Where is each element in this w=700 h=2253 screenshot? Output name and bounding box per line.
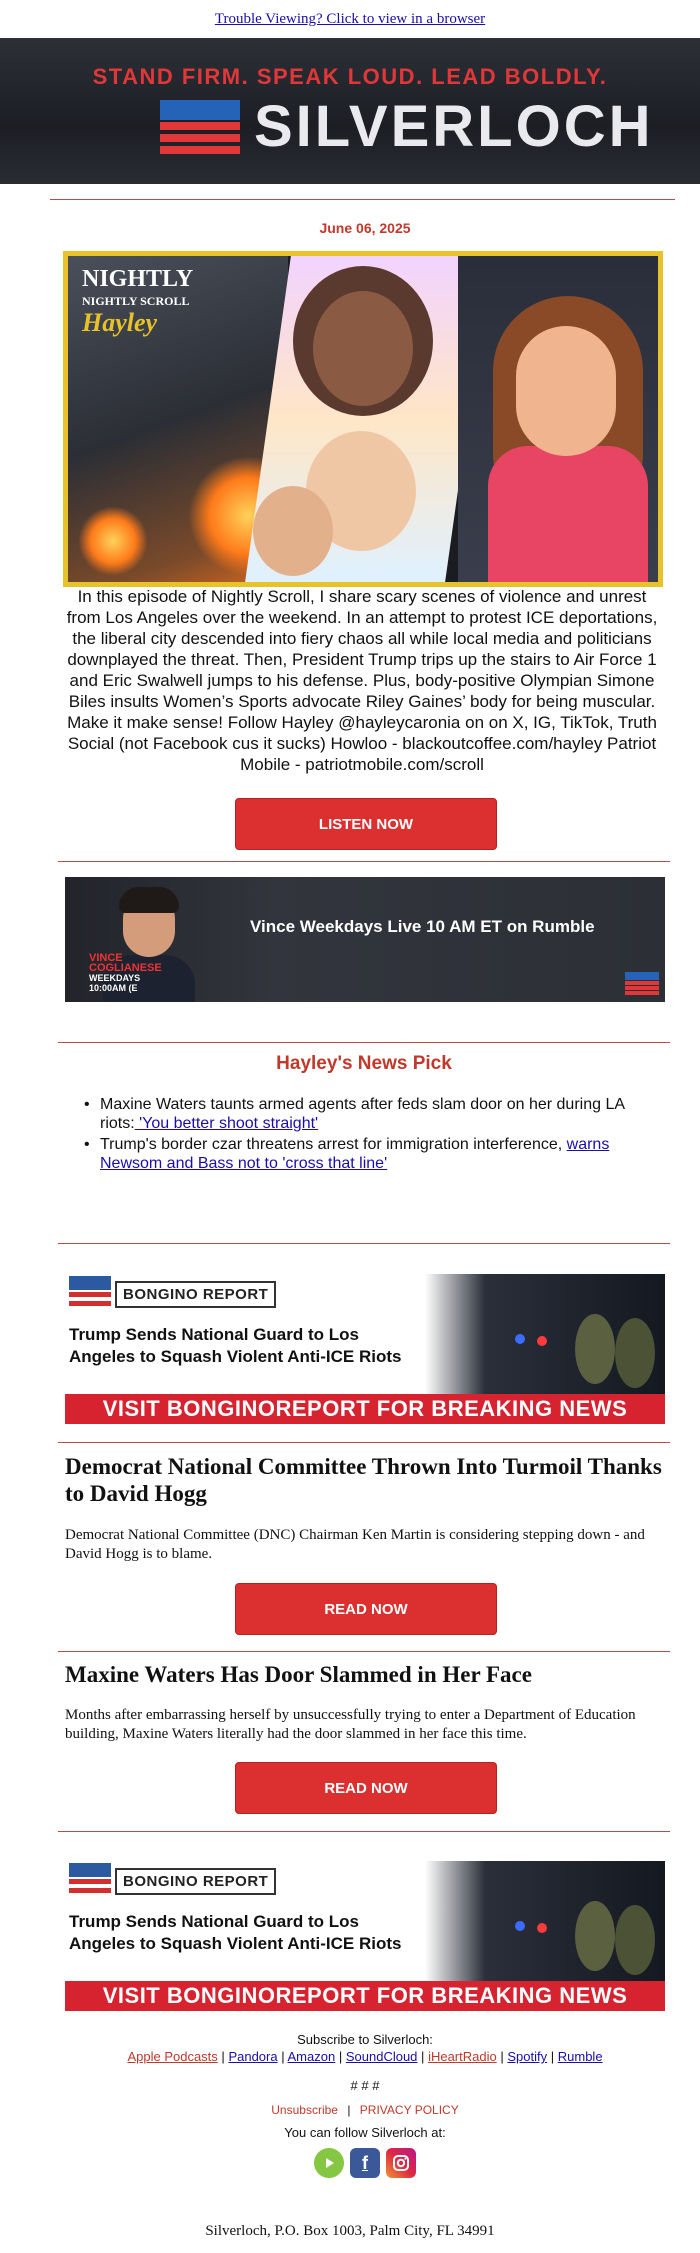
read-now-button[interactable]: READ NOW bbox=[235, 1762, 497, 1814]
divider bbox=[58, 1831, 670, 1832]
hero-tagline: STAND FIRM. SPEAK LOUD. LEAD BOLDLY. bbox=[92, 64, 608, 89]
episode-description: In this episode of Nightly Scroll, I share scary scenes of violence and unrest from Los Angeles over the weekend. In an attempt to protest ICE deportations, the liberal city descended into fiery chaos all while local media and politicians downplayed the threat. Then, President Trump trips up the stairs to Air Force 1 and Eric Swalwell jumps to his defense. Plus, body-positive Olympian Simone Biles insults Women’s Sports advocate Riley Gaines’ body for being muscular. Make it make sense! Follow Hayley @hayleycaronia on on X, IG, TikTok, Truth Social (not Facebook cus it sucks) Howloo - blackoutcoffee.com/hayley Patriot Mobile - patriotmobile.com/scroll bbox=[66, 587, 658, 774]
divider bbox=[58, 861, 670, 862]
rumble-icon[interactable] bbox=[314, 2148, 344, 2178]
privacy-policy-link[interactable]: PRIVACY POLICY bbox=[359, 2103, 459, 2117]
view-in-browser-bar bbox=[0, 0, 700, 38]
host-face bbox=[516, 326, 616, 456]
brand-name: SILVERLOCH bbox=[254, 94, 654, 159]
flag-icon bbox=[69, 1863, 111, 1899]
politician-face bbox=[253, 486, 333, 576]
social-icons bbox=[314, 2148, 416, 2178]
legal-links: Unsubscribe | PRIVACY POLICY bbox=[271, 2103, 459, 2117]
flag-icon bbox=[69, 1276, 111, 1312]
list-item: • Trump's border czar threatens arrest for immigration interference, warns Newsom and Bass not to 'cross that line' bbox=[100, 1135, 660, 1173]
article-body: Democrat National Committee (DNC) Chairman Ken Martin is considering stepping down - and David Hogg is to blame. bbox=[65, 1527, 645, 1562]
rumble-link[interactable]: Rumble bbox=[557, 2049, 603, 2064]
bongino-logo: BONGINO REPORT bbox=[69, 1276, 276, 1312]
riot-photo bbox=[425, 1274, 665, 1394]
spotify-link[interactable]: Spotify bbox=[507, 2049, 548, 2064]
bongino-headline: Trump Sends National Guard to Los Angeles to Squash Violent Anti-ICE Riots bbox=[69, 1325, 402, 1366]
pandora-link[interactable]: Pandora bbox=[228, 2049, 278, 2064]
news-pick-link[interactable]: 'You better shoot straight' bbox=[134, 1115, 319, 1132]
bongino-logo: BONGINO REPORT bbox=[69, 1863, 276, 1899]
view-in-browser-link[interactable]: Trouble Viewing? Click to view in a browser bbox=[214, 11, 486, 27]
episode-date: June 06, 2025 bbox=[319, 220, 411, 236]
show-title: NIGHTLY NIGHTLY SCROLL Hayley bbox=[82, 266, 194, 337]
apple-podcasts-link[interactable]: Apple Podcasts bbox=[127, 2049, 218, 2064]
listen-now-button[interactable]: LISTEN NOW bbox=[235, 798, 497, 850]
facebook-icon[interactable]: f bbox=[350, 2148, 380, 2178]
article-body: Months after embarrassing herself by unsuccessfully trying to enter a Department of Education building, Maxine Waters literally had the door slammed in her face this time. bbox=[65, 1707, 636, 1742]
episode-thumbnail[interactable] bbox=[63, 251, 663, 587]
politician-face bbox=[313, 291, 413, 406]
footer bbox=[60, 2032, 670, 2178]
platform-links: Apple Podcasts | Pandora | Amazon | SoundCloud | iHeartRadio | Spotify | Rumble bbox=[127, 2049, 603, 2064]
bongino-report-banner[interactable] bbox=[65, 1274, 665, 1424]
bongino-cta-bar: VISIT BONGINOREPORT FOR BREAKING NEWS bbox=[65, 1394, 665, 1424]
list-item: • Maxine Waters taunts armed agents after feds slam door on her during LA riots: 'You better shoot straight' bbox=[100, 1095, 660, 1133]
flag-icon bbox=[625, 972, 659, 994]
flag-icon bbox=[160, 100, 240, 154]
divider bbox=[58, 1243, 670, 1244]
amazon-link[interactable]: Amazon bbox=[287, 2049, 336, 2064]
soundcloud-link[interactable]: SoundCloud bbox=[345, 2049, 418, 2064]
host-name-label: VINCE COGLIANESE WEEKDAYS 10:00AM (E bbox=[89, 952, 162, 993]
divider bbox=[58, 1651, 670, 1652]
news-pick-link[interactable]: warns Newsom and Bass not to 'cross that line' bbox=[100, 1136, 610, 1172]
unsubscribe-link[interactable]: Unsubscribe bbox=[271, 2103, 338, 2117]
bongino-cta-bar: VISIT BONGINOREPORT FOR BREAKING NEWS bbox=[65, 1981, 665, 2011]
mailing-address: Silverloch, P.O. Box 1003, Palm City, FL 34991 bbox=[205, 2223, 495, 2239]
iheartradio-link[interactable]: iHeartRadio bbox=[428, 2049, 497, 2064]
rumble-banner[interactable] bbox=[65, 877, 665, 1002]
news-pick-heading: Hayley's News Pick bbox=[276, 1053, 452, 1074]
bongino-report-banner[interactable] bbox=[65, 1861, 665, 2011]
divider bbox=[58, 1442, 670, 1443]
instagram-icon[interactable] bbox=[386, 2148, 416, 2178]
news-pick-list bbox=[100, 1095, 660, 1175]
rumble-title: Vince Weekdays Live 10 AM ET on Rumble bbox=[250, 917, 595, 936]
brand-logo bbox=[160, 96, 654, 158]
read-now-button[interactable]: READ NOW bbox=[235, 1583, 497, 1635]
bongino-headline: Trump Sends National Guard to Los Angeles to Squash Violent Anti-ICE Riots bbox=[69, 1912, 402, 1953]
subscribe-label: Subscribe to Silverloch: bbox=[297, 2032, 433, 2047]
article-title[interactable]: Maxine Waters Has Door Slammed in Her Face bbox=[65, 1662, 532, 1687]
divider bbox=[58, 1042, 670, 1043]
end-marker: # # # bbox=[350, 2078, 380, 2093]
fire-graphic bbox=[78, 506, 148, 576]
follow-label: You can follow Silverloch at: bbox=[284, 2125, 446, 2140]
divider bbox=[50, 199, 675, 200]
article-title[interactable]: Democrat National Committee Thrown Into Turmoil Thanks to David Hogg bbox=[65, 1454, 662, 1506]
hero-banner bbox=[0, 38, 700, 184]
riot-photo bbox=[425, 1861, 665, 1981]
